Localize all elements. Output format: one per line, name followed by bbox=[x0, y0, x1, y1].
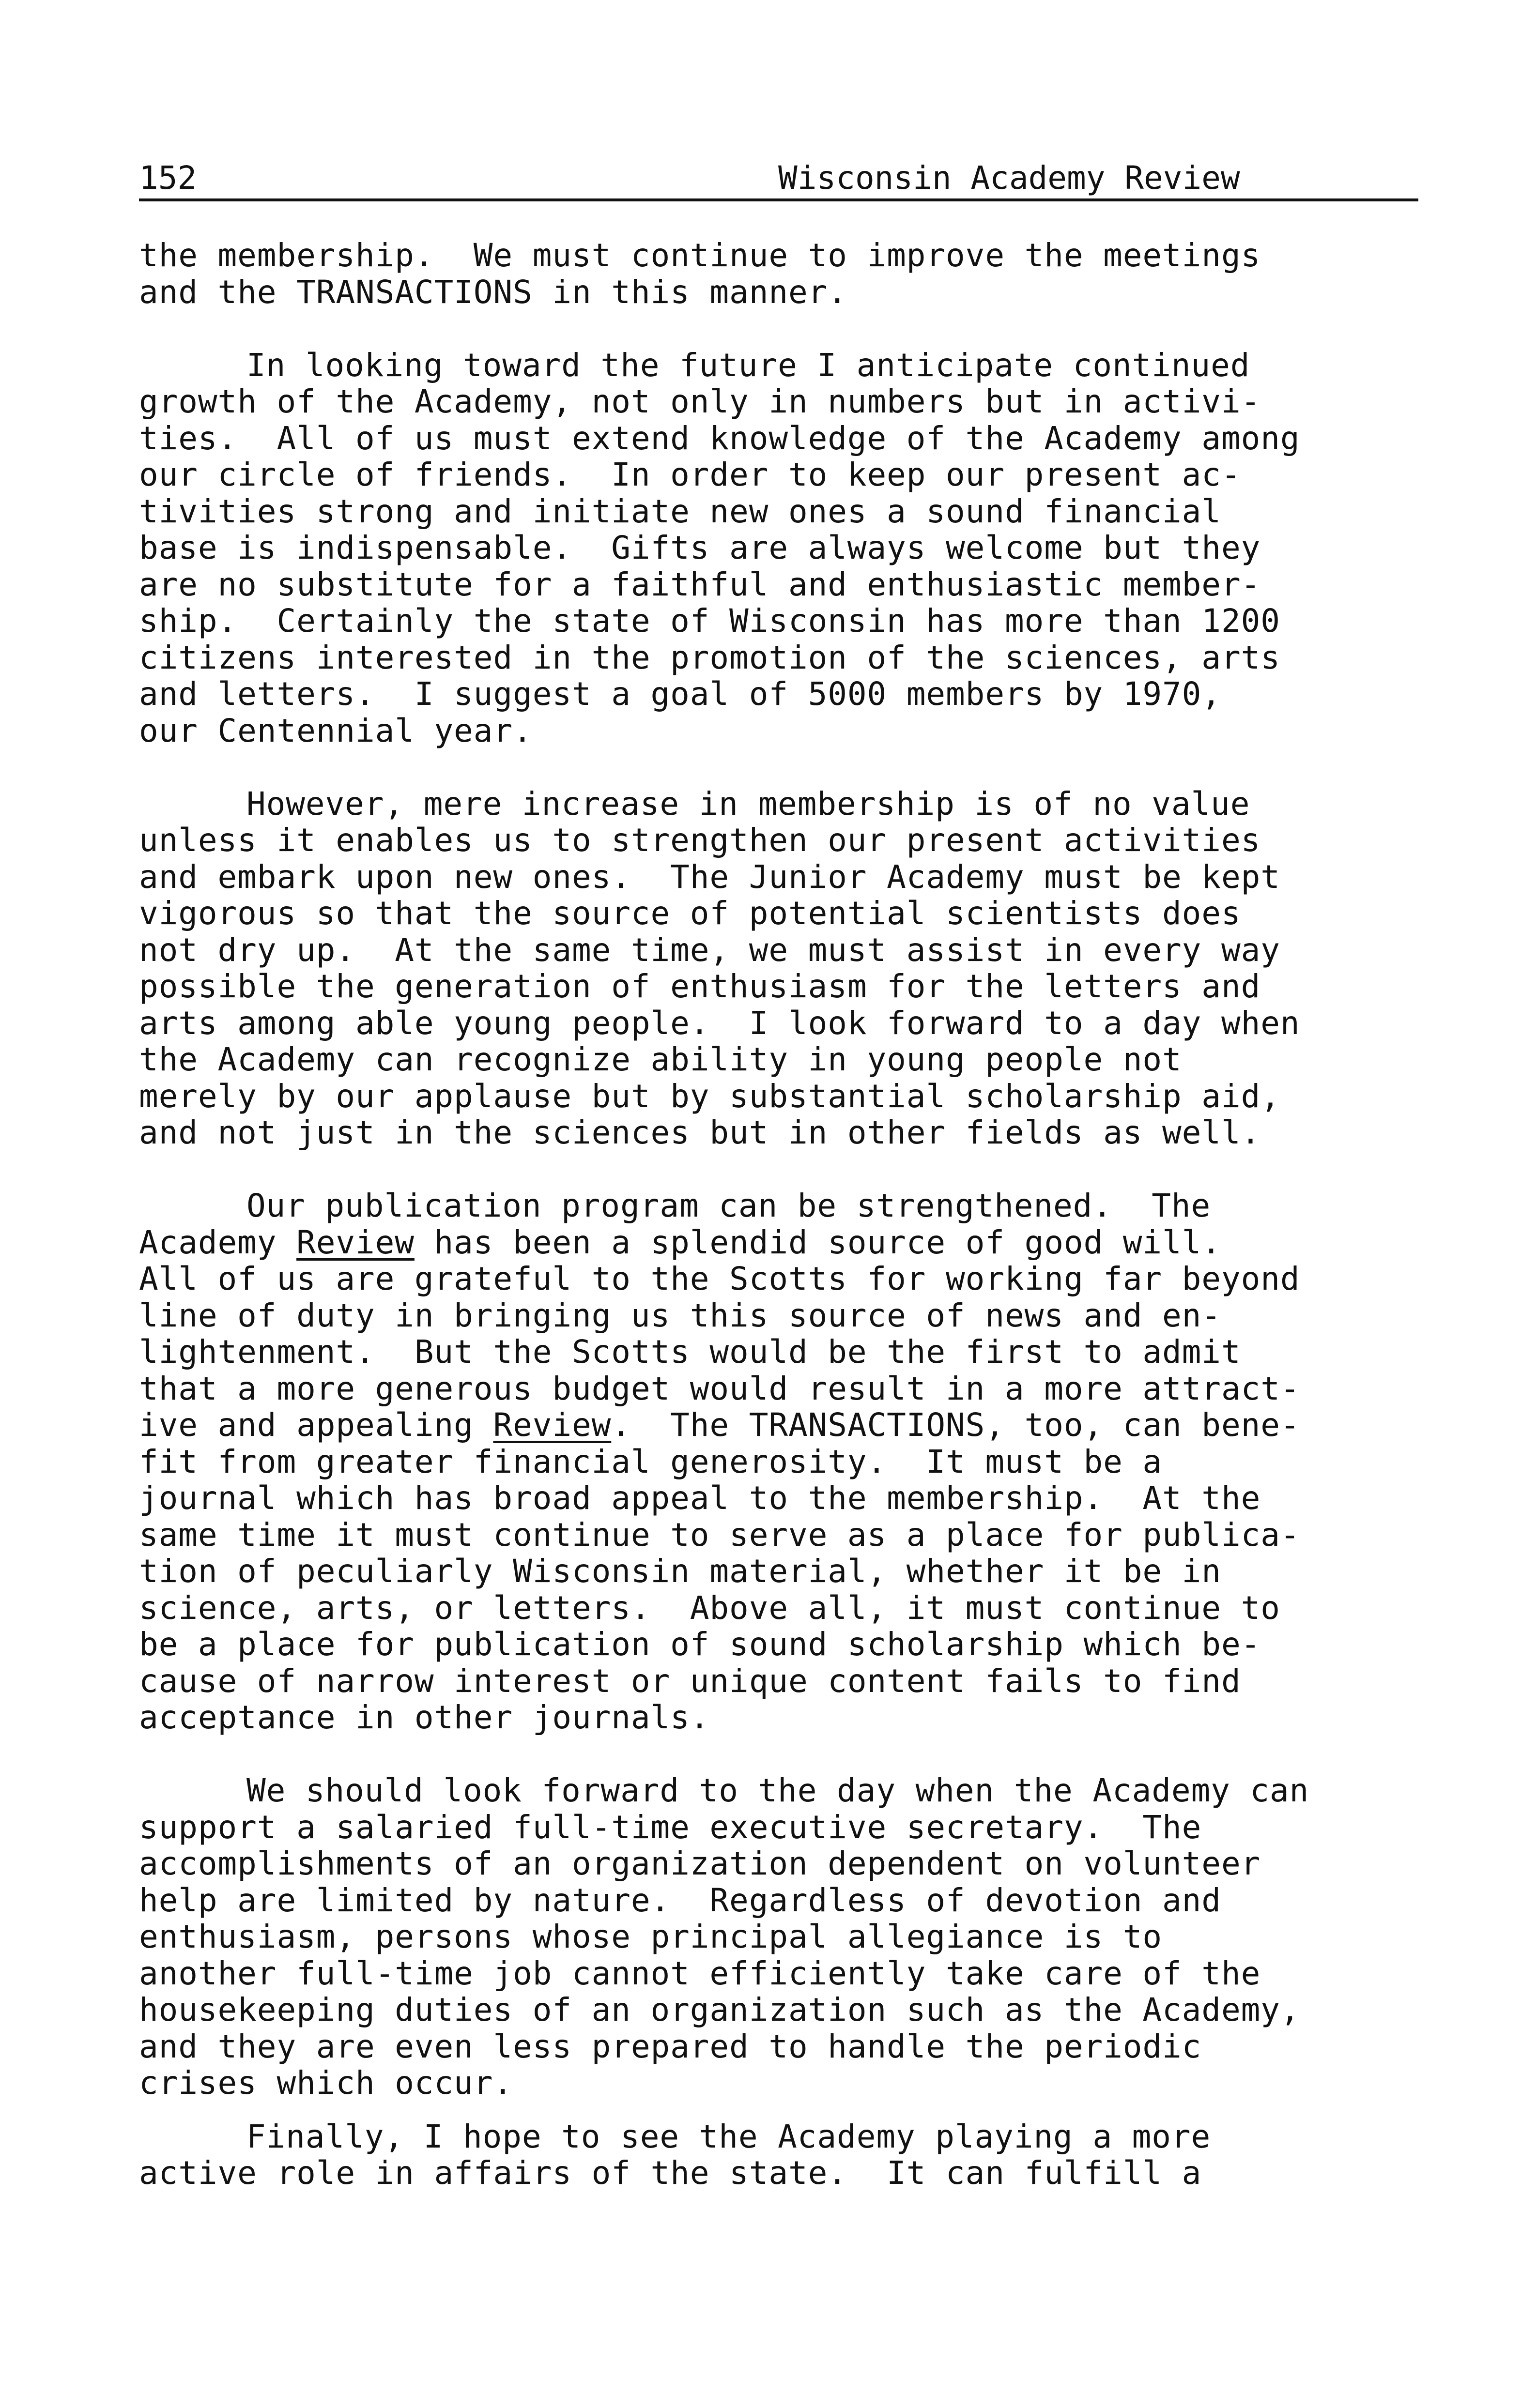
text-line: However, mere increase in membership is of no value bbox=[246, 785, 1250, 823]
text-line: and letters. I suggest a goal of 5000 members by 1970, bbox=[139, 675, 1221, 713]
text-line: science, arts, or letters. Above all, it must continue to bbox=[139, 1589, 1280, 1627]
paragraph bbox=[139, 2118, 1437, 2192]
paragraph bbox=[139, 237, 1437, 310]
text-line: citizens interested in the promotion of the sciences, arts bbox=[139, 639, 1280, 676]
text-line: tion of peculiarly Wisconsin material, whether it be in bbox=[139, 1553, 1221, 1590]
text-line bbox=[139, 1224, 1437, 1261]
text-line: arts among able young people. I look forward to a day when bbox=[139, 1004, 1300, 1042]
text-line: All of us are grateful to the Scotts for working far beyond bbox=[139, 1260, 1300, 1297]
text-line: crises which occur. bbox=[139, 2064, 513, 2102]
text-line: are no substitute for a faithful and enthusiastic member- bbox=[139, 565, 1261, 603]
paragraph bbox=[139, 786, 1437, 1151]
text-line: and they are even less prepared to handle the periodic bbox=[139, 2027, 1202, 2065]
text-line: merely by our applause but by substantial scholarship aid, bbox=[139, 1077, 1280, 1115]
text-line: fit from greater financial generosity. It must be a bbox=[139, 1443, 1163, 1480]
text-line: possible the generation of enthusiasm for the letters and bbox=[139, 968, 1261, 1005]
text-line: enthusiasm, persons whose principal allegiance is to bbox=[139, 1918, 1163, 1955]
text-fragment: Academy bbox=[139, 1223, 297, 1261]
text-line: another full-time job cannot efficiently take care of the bbox=[139, 1954, 1261, 1992]
text-line: acceptance in other journals. bbox=[139, 1699, 710, 1736]
paragraph bbox=[139, 1188, 1437, 1736]
text-line bbox=[139, 1407, 1437, 1444]
text-line: help are limited by nature. Regardless of devotion and bbox=[139, 1881, 1221, 1919]
text-line: ties. All of us must extend knowledge of the Academy among bbox=[139, 419, 1300, 457]
text-line: the membership. We must continue to improve the meetings bbox=[139, 237, 1261, 274]
text-line: unless it enables us to strengthen our present activities bbox=[139, 822, 1261, 859]
underlined-title: Review bbox=[493, 1406, 612, 1444]
text-line: Our publication program can be strengthened. The bbox=[246, 1187, 1211, 1224]
text-line: cause of narrow interest or unique content fails to find bbox=[139, 1662, 1241, 1700]
text-line: our circle of friends. In order to keep our present ac- bbox=[139, 456, 1241, 493]
text-line: not dry up. At the same time, we must assist in every way bbox=[139, 931, 1280, 969]
text-fragment: has been a splendid source of good will. bbox=[414, 1223, 1221, 1261]
page-header bbox=[139, 157, 1418, 201]
page-number: 152 bbox=[139, 159, 197, 197]
text-line: ship. Certainly the state of Wisconsin has more than 1200 bbox=[139, 602, 1280, 640]
text-line: same time it must continue to serve as a place for publica- bbox=[139, 1516, 1300, 1554]
text-line: housekeeping duties of an organization such as the Academy, bbox=[139, 1991, 1300, 2028]
text-line: vigorous so that the source of potential scientists does bbox=[139, 895, 1241, 932]
text-line: tivities strong and initiate new ones a sound financial bbox=[139, 492, 1221, 530]
text-fragment: . The TRANSACTIONS, too, can bene- bbox=[611, 1406, 1300, 1444]
running-title: Wisconsin Academy Review bbox=[778, 159, 1240, 197]
body-text bbox=[139, 237, 1437, 2192]
paragraph bbox=[139, 347, 1437, 749]
text-line: growth of the Academy, not only in numbers but in activi- bbox=[139, 383, 1261, 420]
text-line: We should look forward to the day when the Academy can bbox=[246, 1772, 1309, 1809]
text-line: base is indispensable. Gifts are always welcome but they bbox=[139, 529, 1261, 566]
text-line: and not just in the sciences but in other fields as well. bbox=[139, 1114, 1261, 1151]
text-line: support a salaried full-time executive secretary. The bbox=[139, 1808, 1202, 1846]
text-line: lightenment. But the Scotts would be the first to admit bbox=[139, 1333, 1241, 1371]
text-line: journal which has broad appeal to the membership. At the bbox=[139, 1479, 1261, 1517]
underlined-title: Review bbox=[296, 1223, 415, 1261]
text-line: our Centennial year. bbox=[139, 712, 533, 749]
paragraph bbox=[139, 1772, 1437, 2102]
text-line: the Academy can recognize ability in young people not bbox=[139, 1041, 1182, 1078]
text-line: that a more generous budget would result in a more attract- bbox=[139, 1370, 1300, 1407]
text-line: active role in affairs of the state. It can fulfill a bbox=[139, 2154, 1202, 2192]
text-line: and embark upon new ones. The Junior Academy must be kept bbox=[139, 858, 1280, 896]
text-line: In looking toward the future I anticipate continued bbox=[246, 346, 1250, 384]
text-line: line of duty in bringing us this source of news and en- bbox=[139, 1296, 1221, 1334]
text-line: and the TRANSACTIONS in this manner. bbox=[139, 273, 847, 311]
text-line: be a place for publication of sound scholarship which be- bbox=[139, 1626, 1261, 1663]
text-fragment: ive and appealing bbox=[139, 1406, 493, 1444]
text-line: Finally, I hope to see the Academy playing a more bbox=[246, 2118, 1211, 2155]
text-line: accomplishments of an organization dependent on volunteer bbox=[139, 1845, 1261, 1882]
